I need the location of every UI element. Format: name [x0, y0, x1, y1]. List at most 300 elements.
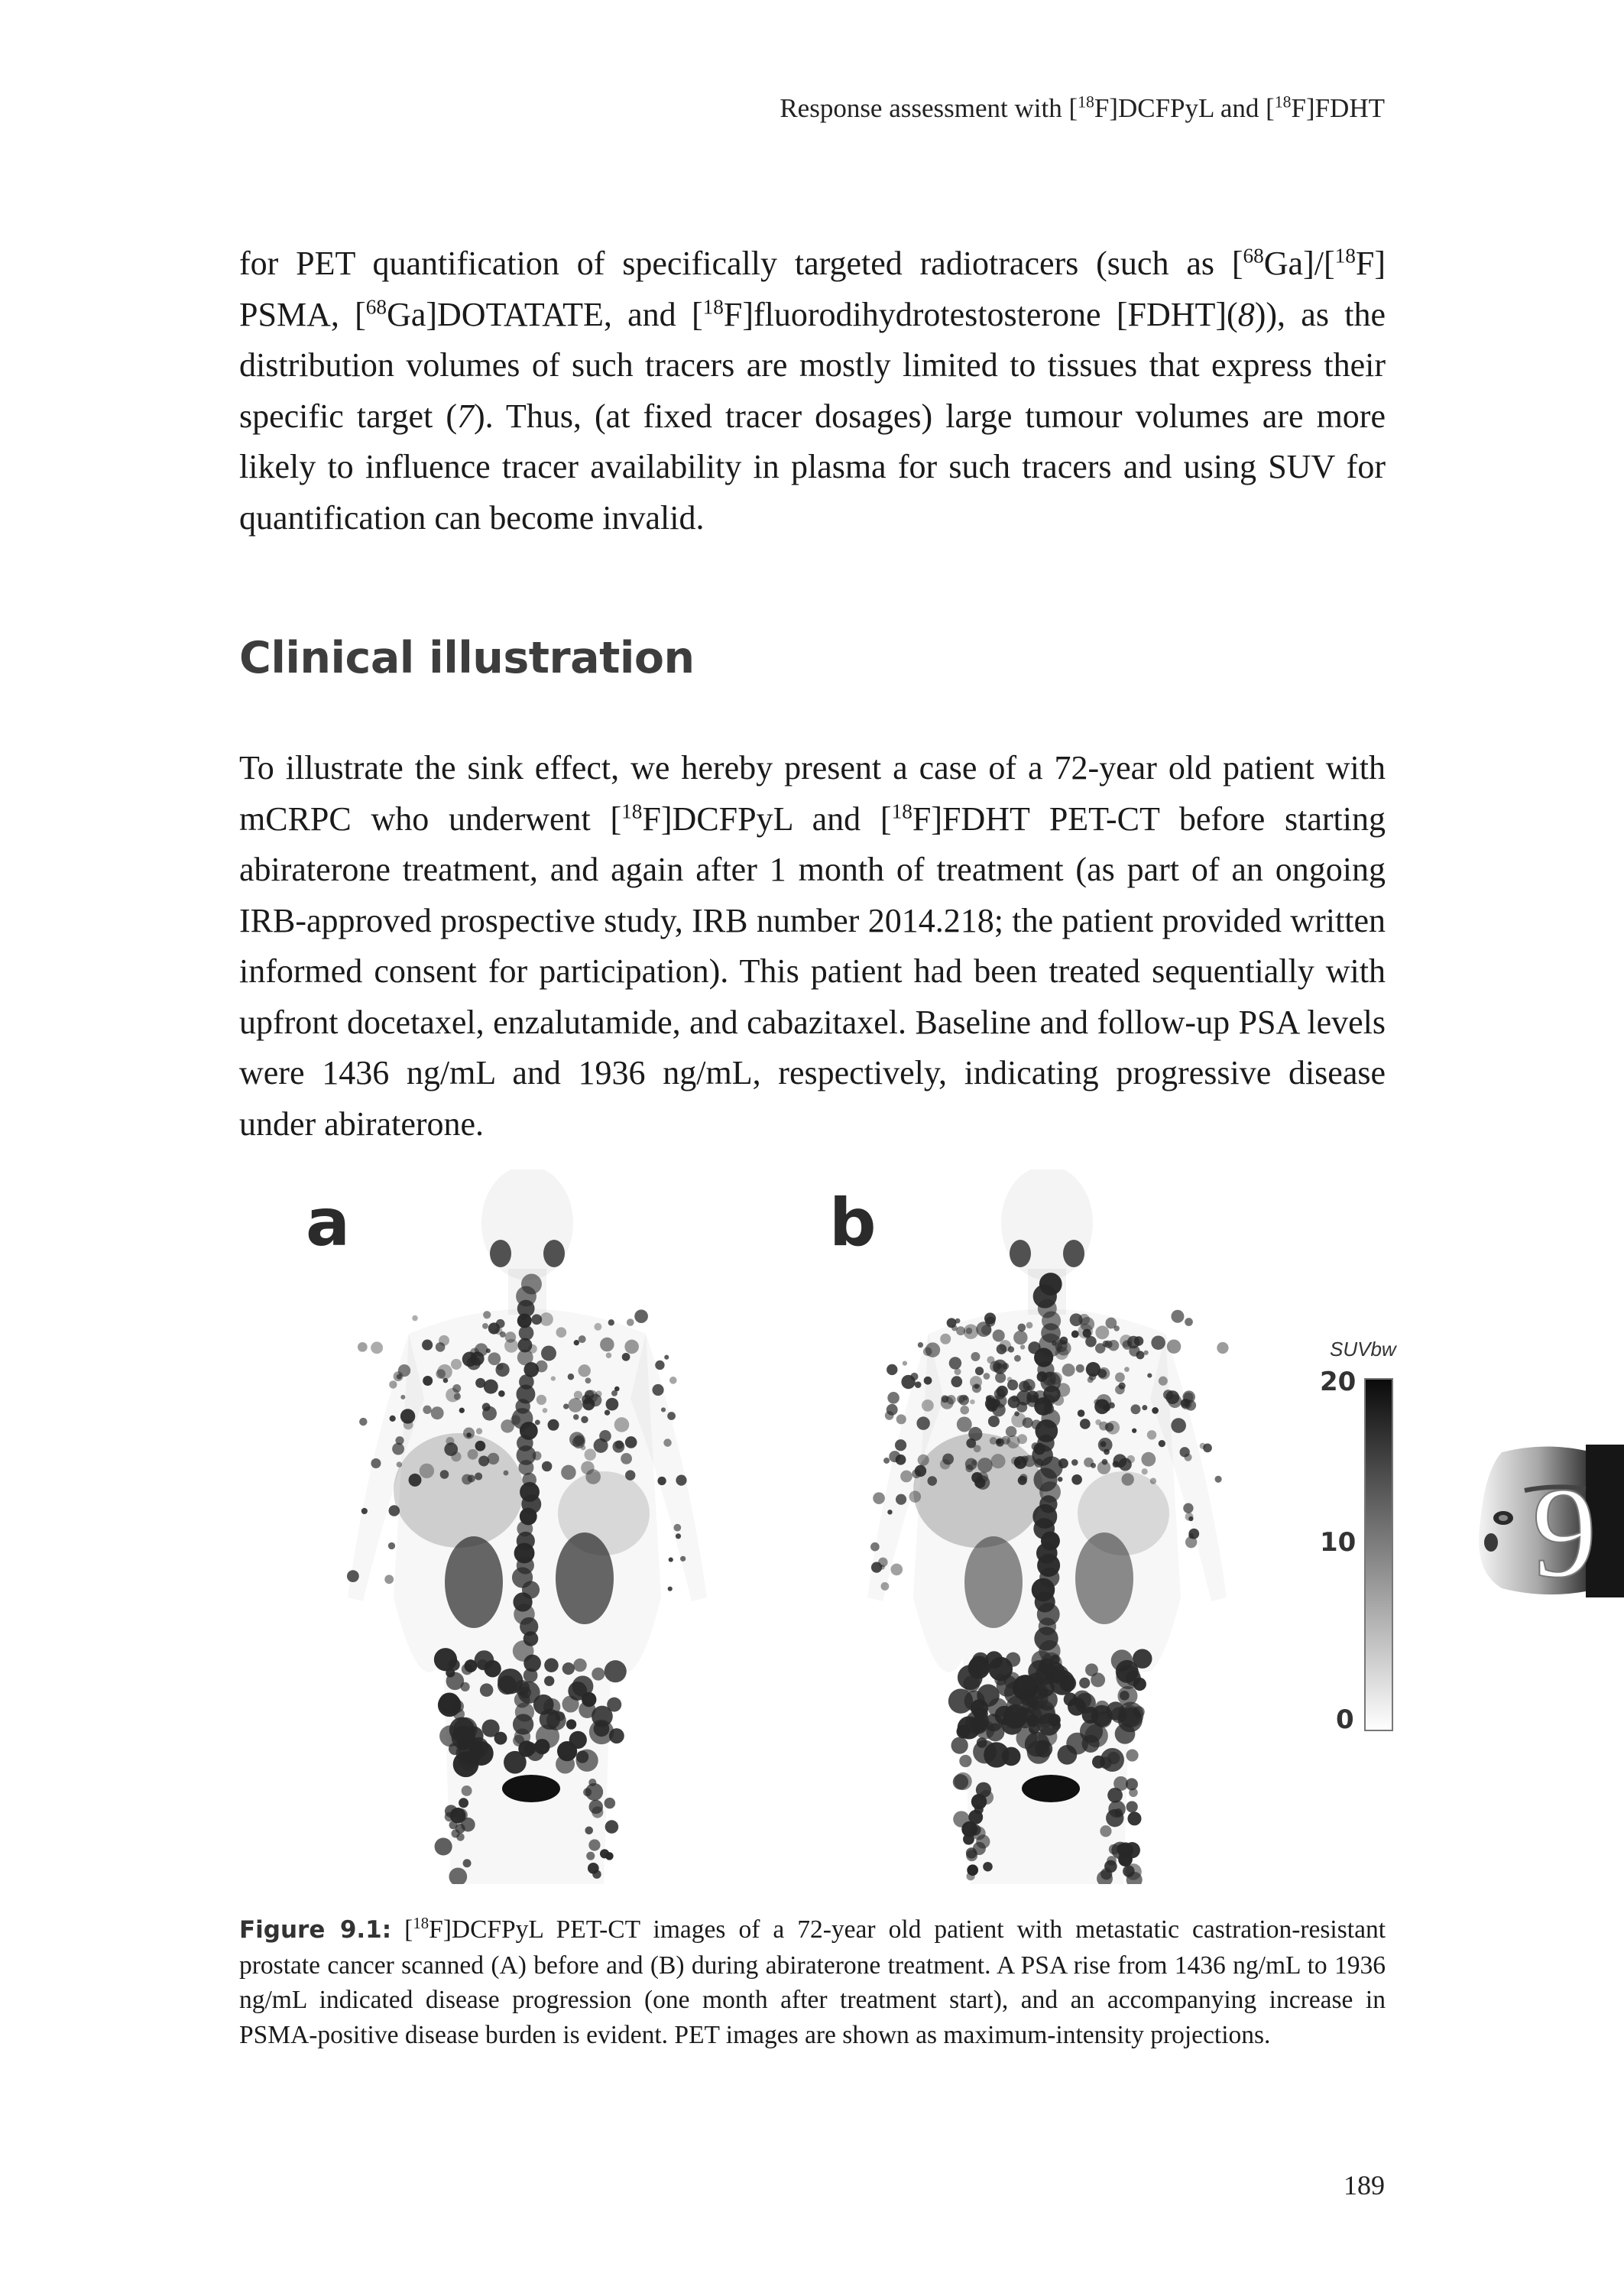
- femur-lesion: [455, 1808, 468, 1821]
- running-header: Response assessment with [$^{18}$F]DCFPyL and [$^{18}$F]FDHT: [780, 92, 1385, 123]
- pelvic-lesion: [594, 1721, 610, 1737]
- femur-lesion: [1127, 1811, 1141, 1825]
- rib-lesion: [614, 1417, 630, 1432]
- pelvic-lesion: [513, 1735, 524, 1747]
- rib-lesion: [918, 1455, 929, 1466]
- rib-lesion: [585, 1469, 601, 1484]
- rib-lesion: [585, 1377, 592, 1383]
- rib-lesion: [971, 1352, 980, 1361]
- rib-lesion: [627, 1318, 634, 1326]
- rib-lesion: [1095, 1325, 1109, 1339]
- rib-lesion: [371, 1341, 383, 1354]
- parotid-left: [543, 1240, 565, 1267]
- rib-lesion: [968, 1427, 982, 1441]
- reference-7[interactable]: 7: [457, 397, 474, 435]
- pelvic-lesion: [1068, 1698, 1086, 1716]
- rib-lesion: [1032, 1419, 1042, 1429]
- rib-lesion: [536, 1361, 548, 1373]
- pelvic-lesion: [1118, 1708, 1143, 1732]
- humerus-lesion: [1217, 1342, 1228, 1354]
- humerus-lesion: [359, 1418, 367, 1425]
- rib-lesion: [573, 1414, 579, 1419]
- rib-lesion: [482, 1406, 497, 1421]
- humerus-lesion: [890, 1564, 903, 1576]
- rib-lesion: [585, 1448, 596, 1460]
- rib-lesion: [478, 1455, 489, 1466]
- rib-lesion: [970, 1399, 974, 1404]
- rib-lesion: [1159, 1440, 1165, 1447]
- humerus-lesion: [664, 1355, 669, 1360]
- rib-lesion: [482, 1323, 488, 1329]
- rib-lesion: [615, 1441, 624, 1449]
- rib-lesion: [974, 1477, 985, 1488]
- rib-lesion: [605, 1410, 610, 1416]
- rib-lesion: [398, 1364, 410, 1377]
- pelvic-lesion: [498, 1669, 523, 1694]
- humerus-lesion: [668, 1587, 673, 1591]
- rib-lesion: [1142, 1405, 1147, 1410]
- femur-lesion: [963, 1834, 974, 1845]
- rib-lesion: [504, 1339, 518, 1353]
- humerus-lesion: [896, 1494, 906, 1505]
- rib-lesion: [1115, 1385, 1125, 1395]
- humerus-lesion: [676, 1533, 681, 1539]
- rib-lesion: [966, 1328, 973, 1335]
- rib-lesion: [985, 1317, 995, 1327]
- pelvic-lesion: [562, 1662, 575, 1675]
- rib-lesion: [910, 1373, 918, 1380]
- reference-8[interactable]: 8: [1237, 295, 1255, 333]
- pelvic-lesion: [1111, 1649, 1133, 1671]
- rib-lesion: [451, 1359, 462, 1370]
- humerus-lesion: [889, 1451, 900, 1462]
- rib-lesion: [1014, 1456, 1027, 1469]
- rib-lesion: [996, 1438, 1004, 1447]
- spine-lesion: [518, 1460, 533, 1475]
- rib-lesion: [1071, 1331, 1079, 1338]
- rib-lesion: [624, 1340, 639, 1354]
- pelvic-lesion: [948, 1688, 973, 1713]
- rib-lesion: [1037, 1371, 1048, 1382]
- rib-lesion: [1023, 1417, 1033, 1428]
- rib-lesion: [1130, 1404, 1140, 1414]
- pelvic-lesion: [462, 1664, 473, 1675]
- rib-lesion: [459, 1408, 465, 1413]
- rib-lesion: [1013, 1331, 1027, 1344]
- rib-lesion: [1018, 1324, 1026, 1332]
- rib-lesion: [927, 1476, 937, 1486]
- rib-lesion: [1026, 1322, 1033, 1328]
- rib-lesion: [1143, 1351, 1148, 1355]
- rib-lesion: [1089, 1373, 1097, 1380]
- rib-lesion: [990, 1454, 1005, 1468]
- rib-lesion: [1104, 1449, 1110, 1455]
- rib-lesion: [475, 1343, 488, 1356]
- femur-lesion: [463, 1859, 472, 1867]
- rib-lesion: [1151, 1335, 1165, 1350]
- humerus-lesion: [903, 1361, 907, 1366]
- humerus-lesion: [1188, 1529, 1199, 1539]
- humerus-lesion: [1215, 1476, 1222, 1483]
- pelvic-lesion: [520, 1687, 532, 1699]
- rib-lesion: [611, 1390, 618, 1396]
- rib-lesion: [988, 1416, 1000, 1427]
- humerus-lesion: [896, 1414, 906, 1424]
- rib-lesion: [1113, 1461, 1120, 1468]
- rib-lesion: [594, 1323, 601, 1331]
- colorbar-tick-0: 0: [1336, 1704, 1354, 1735]
- rib-lesion: [409, 1474, 422, 1487]
- rib-lesion: [1007, 1377, 1013, 1382]
- rib-lesion: [1027, 1386, 1032, 1391]
- rib-lesion: [1124, 1367, 1130, 1372]
- rib-lesion: [1152, 1407, 1159, 1414]
- rib-lesion: [1016, 1402, 1027, 1412]
- rib-lesion: [468, 1449, 478, 1460]
- parotid-right: [1010, 1240, 1031, 1267]
- femur-lesion: [1106, 1809, 1123, 1827]
- rib-lesion: [443, 1378, 449, 1383]
- pelvic-lesion: [1002, 1747, 1021, 1766]
- femur-lesion: [1100, 1825, 1111, 1837]
- rib-lesion: [496, 1319, 505, 1328]
- rib-lesion: [535, 1419, 540, 1425]
- colorbar-tick-20: 20: [1320, 1367, 1357, 1397]
- rib-lesion: [579, 1335, 586, 1343]
- humerus-lesion: [885, 1411, 894, 1420]
- humerus-lesion: [912, 1469, 921, 1478]
- rib-lesion: [581, 1416, 588, 1423]
- rib-lesion: [444, 1442, 458, 1456]
- pelvic-lesion: [956, 1724, 970, 1738]
- pelvic-lesion: [1045, 1666, 1058, 1679]
- rib-lesion: [569, 1432, 585, 1447]
- rib-lesion: [621, 1453, 632, 1464]
- rib-lesion: [579, 1364, 591, 1377]
- femur-lesion: [605, 1798, 616, 1809]
- rib-lesion: [422, 1340, 433, 1351]
- humerus-lesion: [887, 1364, 897, 1375]
- rib-lesion: [1147, 1374, 1152, 1378]
- rib-lesion: [1120, 1335, 1132, 1347]
- rib-lesion: [1100, 1441, 1107, 1447]
- rib-lesion: [468, 1474, 475, 1482]
- pelvic-lesion: [459, 1738, 484, 1763]
- rib-lesion: [1167, 1339, 1181, 1353]
- rib-lesion: [568, 1374, 574, 1380]
- humerus-lesion: [384, 1575, 394, 1584]
- rib-lesion: [634, 1309, 648, 1323]
- panel-label-b: b: [829, 1185, 877, 1261]
- humerus-lesion: [657, 1477, 666, 1485]
- humerus-lesion: [1183, 1503, 1193, 1513]
- rib-lesion: [1058, 1458, 1068, 1468]
- femur-lesion: [1107, 1856, 1117, 1866]
- rib-lesion: [1056, 1383, 1070, 1396]
- rib-lesion: [946, 1395, 955, 1404]
- rib-lesion: [420, 1464, 434, 1478]
- section-heading: Clinical illustration: [239, 633, 695, 683]
- rib-lesion: [958, 1395, 969, 1406]
- figure-9-1: [260, 1169, 1421, 1884]
- rib-lesion: [488, 1453, 499, 1464]
- rib-lesion: [1080, 1419, 1091, 1429]
- rib-lesion: [987, 1356, 994, 1364]
- rib-lesion: [439, 1335, 449, 1346]
- humerus-lesion: [880, 1582, 889, 1591]
- rib-lesion: [1171, 1310, 1184, 1323]
- rib-lesion: [395, 1436, 404, 1445]
- humerus-lesion: [1200, 1443, 1206, 1449]
- rib-lesion: [1020, 1344, 1025, 1349]
- figure-label: Figure 9.1:: [239, 1916, 392, 1944]
- pelvic-lesion: [504, 1751, 527, 1774]
- pelvic-lesion: [434, 1648, 457, 1671]
- rib-lesion: [606, 1398, 619, 1411]
- femur-lesion: [973, 1842, 986, 1855]
- rib-lesion: [542, 1461, 552, 1471]
- rib-lesion: [1034, 1458, 1043, 1468]
- rib-lesion: [1091, 1463, 1096, 1468]
- femur-lesion: [1126, 1801, 1138, 1812]
- rib-lesion: [1006, 1426, 1016, 1437]
- femur-lesion: [600, 1849, 609, 1858]
- humerus-lesion: [358, 1342, 368, 1352]
- rib-lesion: [412, 1315, 418, 1322]
- humerus-lesion: [1181, 1399, 1191, 1409]
- rib-lesion: [957, 1417, 972, 1432]
- pelvic-lesion: [446, 1672, 465, 1691]
- rib-lesion: [608, 1319, 614, 1325]
- femur-lesion: [974, 1805, 984, 1815]
- humerus-lesion: [883, 1458, 890, 1464]
- rib-lesion: [497, 1364, 504, 1370]
- spine-lesion: [524, 1669, 538, 1683]
- pelvic-lesion: [985, 1714, 1003, 1731]
- rib-lesion: [500, 1331, 506, 1338]
- rib-lesion: [1159, 1377, 1168, 1386]
- femur-lesion: [972, 1827, 986, 1841]
- rib-lesion: [915, 1381, 922, 1388]
- rib-lesion: [1008, 1346, 1014, 1352]
- rib-lesion: [484, 1380, 498, 1394]
- body-paragraph-1: for PET quantification of specifically targeted radiotracers (such as [$^{68}$Ga]/[$^{18}$F] PSMA, [$^{68}$Ga]DOTATATE, and [$^{18}$F]fluorodihydrotestosterone [FDHT](8)), as the distribution volumes of such tracers are mostly limited to tissues that express their specific target (7). Thus, (at fixed tracer dosages) large tumour volumes are more likely to influence tracer availability in plasma for such tracers and using SUV for quantification can become invalid.: [239, 244, 1386, 537]
- rib-lesion: [1094, 1399, 1100, 1406]
- pelvic-lesion: [1081, 1735, 1099, 1753]
- humerus-lesion: [676, 1475, 686, 1486]
- rib-lesion: [452, 1384, 461, 1393]
- pelvic-lesion: [566, 1719, 576, 1729]
- rib-lesion: [1147, 1430, 1156, 1439]
- pelvic-lesion: [607, 1698, 621, 1712]
- humerus-lesion: [663, 1438, 672, 1447]
- humerus-lesion: [887, 1510, 892, 1514]
- rib-lesion: [556, 1327, 567, 1338]
- rib-lesion: [993, 1329, 1005, 1341]
- rib-lesion: [483, 1311, 491, 1318]
- femur-lesion: [435, 1837, 452, 1855]
- humerus-lesion: [680, 1556, 686, 1562]
- pelvic-lesion: [959, 1755, 971, 1767]
- rib-lesion: [1071, 1474, 1082, 1485]
- rib-lesion: [543, 1408, 548, 1413]
- rib-lesion: [625, 1470, 635, 1480]
- pelvic-lesion: [973, 1740, 997, 1764]
- rib-lesion: [463, 1428, 475, 1439]
- rib-lesion: [1115, 1373, 1125, 1383]
- pelvic-lesion: [1107, 1752, 1120, 1764]
- rib-lesion: [924, 1377, 932, 1385]
- pelvic-lesion: [544, 1658, 559, 1672]
- pelvic-lesion: [1126, 1749, 1138, 1761]
- rib-lesion: [1062, 1364, 1075, 1377]
- rib-lesion: [1121, 1473, 1133, 1485]
- rib-lesion: [661, 1407, 666, 1412]
- rib-lesion: [916, 1416, 929, 1429]
- pelvic-lesion: [1013, 1675, 1038, 1701]
- pelvic-lesion: [534, 1739, 549, 1754]
- page-number: 189: [1344, 2170, 1385, 2201]
- femur-lesion: [592, 1806, 603, 1818]
- rib-lesion: [423, 1376, 433, 1386]
- suv-colorbar: [1360, 1376, 1399, 1735]
- rib-lesion: [1032, 1442, 1040, 1451]
- rib-lesion: [520, 1315, 526, 1320]
- rib-lesion: [923, 1348, 932, 1356]
- rib-lesion: [504, 1471, 509, 1476]
- rib-lesion: [1011, 1396, 1018, 1403]
- humerus-lesion: [887, 1392, 900, 1404]
- left-kidney: [1075, 1532, 1133, 1624]
- bladder: [1022, 1775, 1080, 1802]
- pelvic-lesion: [573, 1659, 587, 1672]
- humerus-lesion: [347, 1570, 359, 1582]
- left-kidney: [556, 1532, 614, 1624]
- rib-lesion: [475, 1441, 486, 1451]
- rib-lesion: [390, 1416, 396, 1422]
- rib-lesion: [392, 1443, 404, 1455]
- rib-lesion: [997, 1344, 1006, 1354]
- pelvic-lesion: [1133, 1649, 1152, 1669]
- rib-lesion: [900, 1471, 912, 1483]
- rib-lesion: [977, 1458, 993, 1473]
- rib-lesion: [536, 1395, 546, 1405]
- rib-lesion: [1106, 1421, 1120, 1435]
- chapter-tab-art: [1471, 1445, 1624, 1597]
- pelvic-lesion: [1032, 1704, 1055, 1727]
- rib-lesion: [918, 1342, 923, 1348]
- rib-lesion: [437, 1364, 452, 1380]
- rib-lesion: [993, 1399, 1000, 1406]
- rib-lesion: [667, 1412, 676, 1420]
- rib-lesion: [895, 1439, 906, 1451]
- rib-lesion: [947, 1318, 957, 1328]
- pelvic-lesion: [1027, 1697, 1039, 1708]
- colorbar-title: SUVbw: [1330, 1338, 1396, 1361]
- rib-lesion: [1105, 1318, 1117, 1329]
- femur-lesion: [585, 1827, 593, 1835]
- rib-lesion: [940, 1334, 951, 1344]
- rib-lesion: [1043, 1403, 1054, 1414]
- femur-lesion: [967, 1864, 978, 1876]
- rib-lesion: [548, 1419, 559, 1431]
- rib-lesion: [1028, 1341, 1040, 1354]
- rib-lesion: [541, 1346, 556, 1361]
- rib-lesion: [622, 1353, 630, 1361]
- body-paragraph-2: To illustrate the sink effect, we hereby present a case of a 72-year old patient with mCRPC who underwent [$^{18}$F]DCFPyL and [$^{18}$F]FDHT PET-CT before starting abiraterone treatment, and again after 1 month of treatment (as part of an ongoing IRB-approved prospective study, IRB number 2014.218; the patient provided written informed consent for participation). This patient had been treated sequentially with upfront docetaxel, enzalutamide, and cabazitaxel. Baseline and follow-up PSA levels were 1436 ng/mL and 1936 ng/mL, respectively, indicating progressive disease under abiraterone.: [239, 749, 1386, 1143]
- humerus-lesion: [361, 1508, 368, 1514]
- femur-lesion: [583, 1788, 592, 1796]
- rib-lesion: [561, 1465, 576, 1481]
- rib-lesion: [625, 1436, 637, 1448]
- chapter-number: 9: [1532, 1461, 1597, 1597]
- rib-lesion: [1078, 1409, 1085, 1417]
- right-kidney: [445, 1536, 503, 1628]
- humerus-lesion: [1188, 1516, 1193, 1521]
- pelvic-lesion: [951, 1737, 968, 1753]
- rib-lesion: [960, 1406, 969, 1415]
- pelvic-lesion: [1092, 1756, 1105, 1769]
- rib-lesion: [1018, 1476, 1027, 1485]
- rib-lesion: [606, 1352, 611, 1357]
- pelvic-lesion: [544, 1676, 554, 1686]
- rib-lesion: [1141, 1452, 1156, 1467]
- rib-lesion: [970, 1376, 982, 1388]
- rib-lesion: [1014, 1411, 1019, 1416]
- rib-lesion: [922, 1399, 934, 1412]
- rib-lesion: [1142, 1468, 1148, 1474]
- rib-lesion: [955, 1368, 961, 1375]
- right-kidney: [964, 1536, 1023, 1628]
- rib-lesion: [528, 1344, 537, 1354]
- rib-lesion: [995, 1372, 1006, 1383]
- pet-mip-image-a: [275, 1169, 780, 1884]
- femur-lesion: [983, 1862, 993, 1872]
- pelvic-lesion: [546, 1711, 566, 1730]
- rib-lesion: [440, 1470, 449, 1479]
- rib-lesion: [1108, 1340, 1119, 1351]
- rib-lesion: [1078, 1324, 1093, 1339]
- pet-mip-image-b: [795, 1169, 1299, 1884]
- rib-lesion: [652, 1384, 663, 1396]
- rib-lesion: [1132, 1429, 1136, 1433]
- rib-lesion: [1055, 1347, 1068, 1360]
- rib-lesion: [1185, 1318, 1193, 1326]
- rib-lesion: [600, 1338, 614, 1352]
- femur-lesion: [605, 1820, 619, 1834]
- rib-lesion: [498, 1390, 505, 1397]
- pelvic-lesion: [592, 1668, 605, 1681]
- rib-lesion: [520, 1426, 526, 1432]
- chapter-thumb-tab[interactable]: [1471, 1445, 1624, 1597]
- rib-lesion: [1076, 1364, 1084, 1373]
- pelvic-lesion: [1091, 1705, 1112, 1727]
- pelvic-lesion: [480, 1683, 494, 1697]
- rib-lesion: [1119, 1458, 1132, 1471]
- pelvic-lesion: [605, 1660, 627, 1682]
- rib-lesion: [531, 1314, 542, 1325]
- femur-lesion: [586, 1852, 595, 1860]
- pelvic-lesion: [575, 1750, 598, 1772]
- pelvic-lesion: [1133, 1678, 1146, 1691]
- femur-lesion: [592, 1870, 601, 1878]
- rib-lesion: [1014, 1355, 1021, 1362]
- colorbar-tick-10: 10: [1320, 1527, 1357, 1558]
- femur-lesion: [588, 1839, 600, 1850]
- rib-lesion: [404, 1420, 413, 1430]
- rib-lesion: [951, 1376, 962, 1387]
- rib-lesion: [1168, 1394, 1182, 1408]
